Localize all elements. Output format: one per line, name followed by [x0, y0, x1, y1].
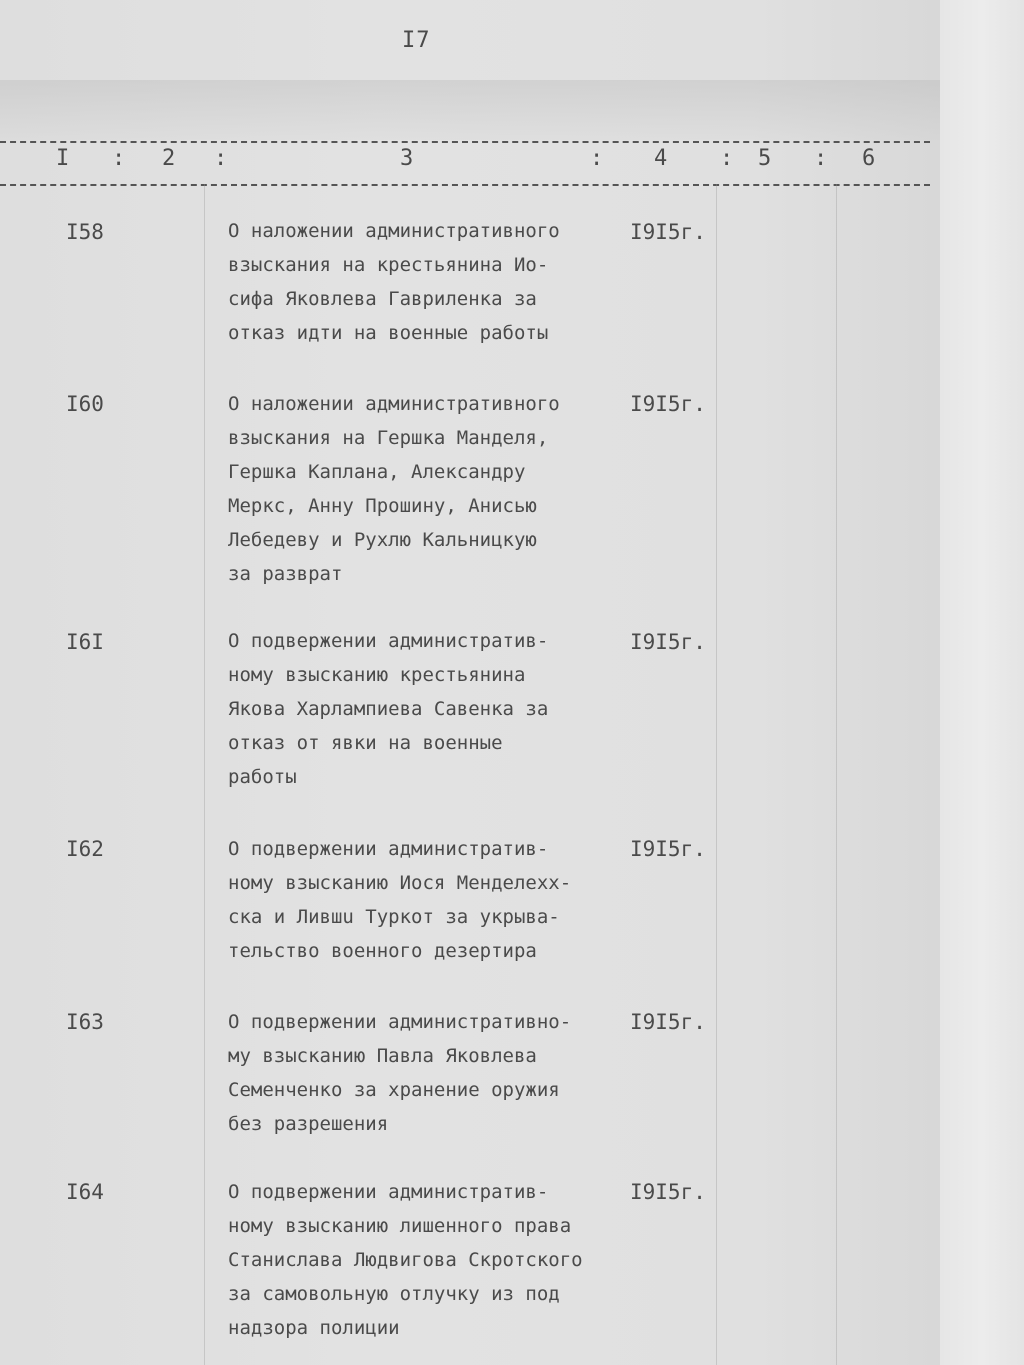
page-number: I7 — [402, 28, 431, 53]
bleed-through-shadow — [0, 80, 940, 140]
entry-line: за разврат — [228, 563, 343, 585]
entry-line: Меркс, Анну Прошину, Анисью — [228, 495, 537, 517]
entry-number: I64 — [66, 1180, 104, 1204]
entry-number: I58 — [66, 220, 104, 244]
entry-line: Гершка Каплана, Александру — [228, 461, 526, 483]
entry-line: тельство военного дезертира — [228, 940, 537, 962]
entry-line: Семенченко за хранение оружия — [228, 1079, 560, 1101]
column-separator: : — [214, 146, 228, 171]
entry-year: I9I5г. — [630, 630, 706, 654]
entry-line: О подвержении административ- — [228, 1181, 549, 1203]
column-header-6: 6 — [862, 146, 876, 171]
entry-line: отказ идти на военные работы — [228, 322, 549, 344]
entry-line: Станислава Людвигова Скротского — [228, 1249, 583, 1271]
entry-line: О наложении административного — [228, 220, 560, 242]
column-line — [716, 184, 717, 1365]
entry-line: сифа Яковлева Гавриленка за — [228, 288, 537, 310]
column-separator: : — [814, 146, 828, 171]
column-line — [836, 184, 837, 1365]
entry-line: Лебедеву и Рухлю Кальницкую — [228, 529, 537, 551]
column-separator: : — [112, 146, 126, 171]
entry-line: ному взысканию лишенного права — [228, 1215, 572, 1237]
column-header-3: 3 — [400, 146, 414, 171]
entry-description — [228, 214, 628, 350]
entry-line: ному взысканию крестьянина — [228, 664, 526, 686]
entry-number: I60 — [66, 392, 104, 416]
column-header-2: 2 — [162, 146, 176, 171]
entry-line: ному взысканию Иося Менделехх- — [228, 872, 572, 894]
page-edge — [940, 0, 1024, 1365]
entry-line: взыскания на Гершка Манделя, — [228, 427, 549, 449]
entry-description — [228, 387, 628, 591]
entry-year: I9I5г. — [630, 392, 706, 416]
entry-description — [228, 832, 628, 968]
entry-line: работы — [228, 766, 297, 788]
entry-number: I62 — [66, 837, 104, 861]
column-separator: : — [720, 146, 734, 171]
column-line — [204, 184, 205, 1365]
entry-number: I63 — [66, 1010, 104, 1034]
entry-line: Якова Харлампиева Савенка за — [228, 698, 549, 720]
column-header-4: 4 — [654, 146, 668, 171]
entry-number: I6I — [66, 630, 104, 654]
entry-year: I9I5г. — [630, 1180, 706, 1204]
entry-line: О подвержении административно- — [228, 1011, 572, 1033]
entry-line: О подвержении административ- — [228, 838, 549, 860]
entry-description — [228, 624, 628, 794]
entry-year: I9I5г. — [630, 220, 706, 244]
entry-year: I9I5г. — [630, 837, 706, 861]
entry-line: за самовольную отлучку из под — [228, 1283, 560, 1305]
column-separator: : — [590, 146, 604, 171]
entry-line: надзора полиции — [228, 1317, 400, 1339]
entry-line: О наложении административного — [228, 393, 560, 415]
entry-description — [228, 1175, 628, 1345]
column-header-1: I — [56, 146, 70, 171]
entry-line: взыскания на крестьянина Ио- — [228, 254, 549, 276]
entry-line: ска и Лившu Туркот за укрыва- — [228, 906, 560, 928]
entry-line: му взысканию Павла Яковлева — [228, 1045, 537, 1067]
column-header-5: 5 — [758, 146, 772, 171]
header-rule-top — [0, 141, 930, 143]
entry-year: I9I5г. — [630, 1010, 706, 1034]
entry-description — [228, 1005, 628, 1141]
entry-line: без разрешения — [228, 1113, 389, 1135]
entry-line: О подвержении административ- — [228, 630, 549, 652]
entry-line: отказ от явки на военные — [228, 732, 503, 754]
header-rule-bottom — [0, 184, 930, 186]
